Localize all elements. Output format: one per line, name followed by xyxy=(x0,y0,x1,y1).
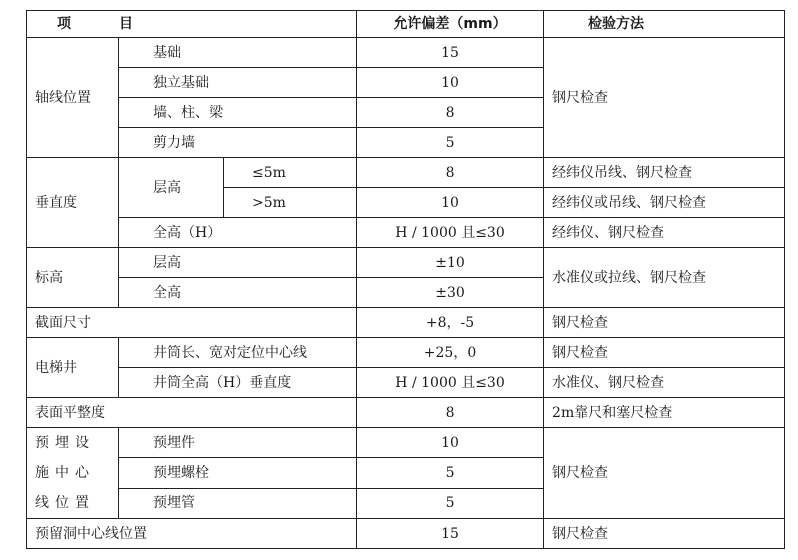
header-item xyxy=(27,11,357,38)
table-row xyxy=(27,338,785,368)
table-row xyxy=(27,38,785,68)
embedded-item-value: 5 xyxy=(357,458,544,488)
axis-item-name: 独立基础 xyxy=(119,68,357,98)
section-method: 钢尺检查 xyxy=(544,308,785,338)
header-tolerance: 允许偏差（mm） xyxy=(357,11,544,38)
vertical-full-value: H / 1000 且≤30 xyxy=(357,218,544,248)
axis-item-value: 15 xyxy=(357,38,544,68)
axis-item-value: 8 xyxy=(357,98,544,128)
embedded-method: 钢尺检查 xyxy=(544,428,785,519)
reserved-label: 预留洞中心线位置 xyxy=(27,519,357,549)
table-row xyxy=(27,428,785,458)
flatness-method: 2m靠尺和塞尺检查 xyxy=(544,398,785,428)
section-label: 截面尺寸 xyxy=(27,308,357,338)
vertical-floor-label: 层高 xyxy=(119,158,224,218)
embedded-item-name: 预埋件 xyxy=(119,428,357,458)
table-row xyxy=(27,519,785,549)
header-method: 检验方法 xyxy=(544,11,785,38)
elevator-item-method: 钢尺检查 xyxy=(544,338,785,368)
vertical-method-gt: 经纬仪或吊线、钢尺检查 xyxy=(544,188,785,218)
elevation-item-name: 全高 xyxy=(119,278,357,308)
table-row xyxy=(27,158,785,188)
section-value: +8，-5 xyxy=(357,308,544,338)
elevator-item-value: H / 1000 且≤30 xyxy=(357,368,544,398)
table-header-row xyxy=(27,11,785,38)
elevation-method: 水准仪或拉线、钢尺检查 xyxy=(544,248,785,308)
elevator-item-method: 水准仪、钢尺检查 xyxy=(544,368,785,398)
flatness-label: 表面平整度 xyxy=(27,398,357,428)
elevator-item-name: 井筒长、宽对定位中心线 xyxy=(119,338,357,368)
axis-method: 钢尺检查 xyxy=(544,38,785,158)
header-item-part-a: 项 xyxy=(57,16,71,32)
tolerance-table-container xyxy=(26,10,785,549)
table-row xyxy=(27,308,785,338)
vertical-cond-gt: >5m xyxy=(224,188,357,218)
vertical-full-method: 经纬仪、钢尺检查 xyxy=(544,218,785,248)
axis-item-value: 10 xyxy=(357,68,544,98)
elevation-label: 标高 xyxy=(27,248,119,308)
embedded-item-name: 预埋管 xyxy=(119,488,357,518)
embedded-label: 预埋设施中心线位置 xyxy=(27,428,119,519)
elevation-item-value: ±30 xyxy=(357,278,544,308)
header-item-part-b: 目 xyxy=(119,16,133,32)
reserved-method: 钢尺检查 xyxy=(544,519,785,549)
flatness-value: 8 xyxy=(357,398,544,428)
embedded-item-value: 5 xyxy=(357,488,544,518)
table-row xyxy=(27,248,785,278)
axis-item-name: 剪力墙 xyxy=(119,128,357,158)
elevation-item-value: ±10 xyxy=(357,248,544,278)
embedded-item-value: 10 xyxy=(357,428,544,458)
vertical-method-le: 经纬仪吊线、钢尺检查 xyxy=(544,158,785,188)
axis-item-value: 5 xyxy=(357,128,544,158)
embedded-item-name: 预埋螺栓 xyxy=(119,458,357,488)
elevation-item-name: 层高 xyxy=(119,248,357,278)
table-row xyxy=(27,368,785,398)
table-row xyxy=(27,398,785,428)
elevator-item-name: 井筒全高（H）垂直度 xyxy=(119,368,357,398)
table-row xyxy=(27,218,785,248)
axis-item-name: 墙、柱、梁 xyxy=(119,98,357,128)
vertical-label: 垂直度 xyxy=(27,158,119,248)
elevator-label: 电梯井 xyxy=(27,338,119,398)
elevator-item-value: +25，0 xyxy=(357,338,544,368)
reserved-value: 15 xyxy=(357,519,544,549)
vertical-value-gt: 10 xyxy=(357,188,544,218)
vertical-full-name: 全高（H） xyxy=(119,218,357,248)
axis-item-name: 基础 xyxy=(119,38,357,68)
tolerance-table xyxy=(26,10,785,549)
axis-label: 轴线位置 xyxy=(27,38,119,158)
vertical-value-le: 8 xyxy=(357,158,544,188)
vertical-cond-le: ≤5m xyxy=(224,158,357,188)
